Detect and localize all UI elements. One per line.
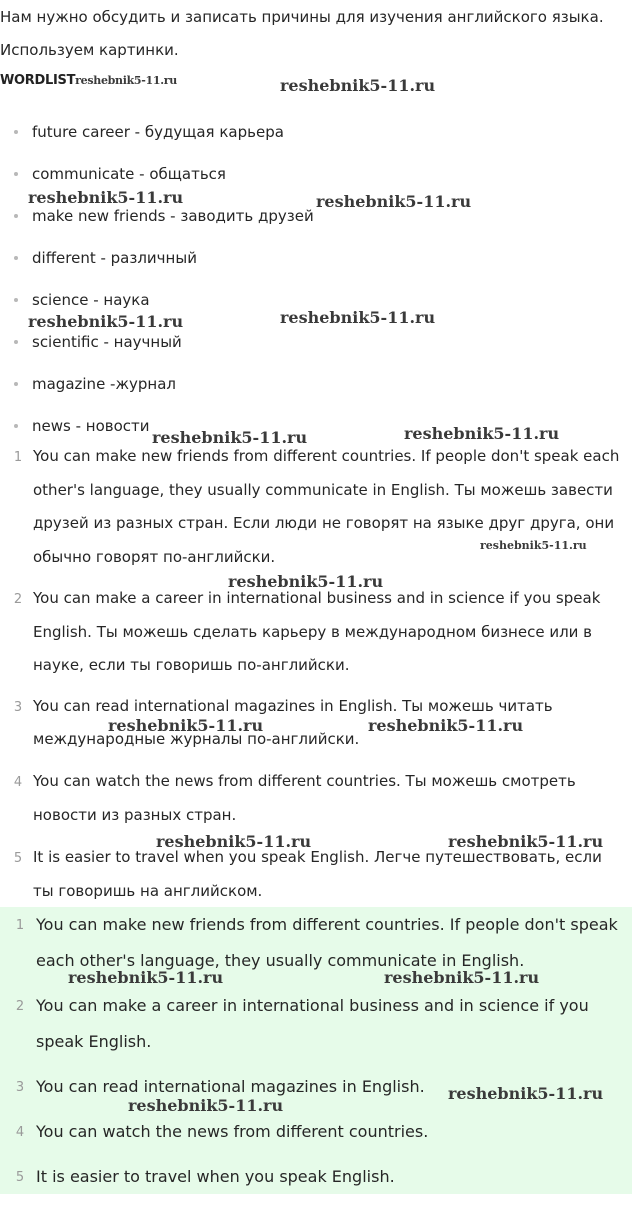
watermark-text: reshebnik5-11.ru [316,192,472,211]
bullet-icon [14,382,18,386]
wordlist-item-text: future career - будущая карьера [32,123,284,141]
item-number: 3 [13,700,23,715]
bullet-icon [14,256,18,260]
wordlist-item [14,122,284,142]
bullet-icon [14,424,18,428]
item-number: 4 [15,1125,25,1140]
wordlist-item [14,248,197,268]
watermark-text: reshebnik5-11.ru [156,832,312,851]
answer-paragraph: You can read international magazines in English. [36,1077,425,1096]
item-number: 3 [15,1080,25,1095]
wordlist-item [14,332,182,352]
watermark-text: reshebnik5-11.ru [152,428,308,447]
watermark-text: reshebnik5-11.ru [75,74,177,87]
bullet-icon [14,298,18,302]
item-number: 2 [15,999,25,1014]
wordlist-item [14,416,150,436]
watermark-text: reshebnik5-11.ru [228,572,384,591]
watermark-text: reshebnik5-11.ru [28,312,184,331]
bullet-icon [14,214,18,218]
bullet-icon [14,172,18,176]
watermark-text: reshebnik5-11.ru [280,308,436,327]
item-number: 5 [13,851,23,866]
translated-paragraph: You can make new friends from different countries. If people don't speak each other's language, they usually communicate in English. Ты можешь завести друзей из разных стран. Если люди не говорят на языке друг друга, они обычно говорят по-английски. [33,447,620,566]
bullet-icon [14,340,18,344]
wordlist-item-text: science - наука [32,291,150,309]
wordlist-item [14,374,176,394]
wordlist-heading [0,73,177,88]
watermark-text: reshebnik5-11.ru [368,716,524,735]
watermark-text: reshebnik5-11.ru [448,1084,604,1103]
answer-paragraph: You can make a career in international business and in science if you speak English. [36,996,589,1051]
wordlist-item-text: magazine -журнал [32,375,176,393]
item-number: 1 [15,918,25,933]
wordlist-item [14,290,150,310]
watermark-text: reshebnik5-11.ru [384,968,540,987]
watermark-text: reshebnik5-11.ru [280,76,436,95]
translated-paragraph: You can make a career in international business and in science if you speak English. Ты можешь сделать карьеру в международном бизнесе или в науке, если ты говоришь по-английски. [33,589,601,674]
wordlist-item-text: make new friends - заводить друзей [32,207,314,225]
wordlist-item-text: communicate - общаться [32,165,226,183]
wordlist-item [14,164,226,184]
wordlist-heading-text: WORDLIST [0,73,76,88]
item-number: 1 [13,450,23,465]
intro-line-1: Нам нужно обсудить и записать причины для изучения английского языка. [0,8,604,26]
wordlist-item [14,206,314,226]
wordlist-item-text: news - новости [32,417,150,435]
watermark-text: reshebnik5-11.ru [404,424,560,443]
bullet-icon [14,130,18,134]
watermark-text: reshebnik5-11.ru [68,968,224,987]
answer-paragraph: You can make new friends from different countries. If people don't speak each other's language, they usually communicate in English. [36,915,618,970]
answer-paragraph: You can watch the news from different countries. [36,1122,429,1141]
item-number: 5 [15,1170,25,1185]
translated-paragraph: You can read international magazines in English. Ты можешь читать международные журналы по-английски. [33,697,553,748]
translated-paragraph: It is easier to travel when you speak English. Легче путешествовать, если ты говоришь на английском. [33,848,602,900]
watermark-text: reshebnik5-11.ru [448,832,604,851]
wordlist-item-text: scientific - научный [32,333,182,351]
wordlist-item-text: different - различный [32,249,197,267]
intro-line-2: Используем картинки. [0,41,179,59]
item-number: 2 [13,592,23,607]
watermark-text: reshebnik5-11.ru [480,539,587,552]
translated-paragraph: You can watch the news from different countries. Ты можешь смотреть новости из разных стран. [33,772,576,824]
watermark-text: reshebnik5-11.ru [28,188,184,207]
item-number: 4 [13,775,23,790]
watermark-text: reshebnik5-11.ru [108,716,264,735]
watermark-text: reshebnik5-11.ru [128,1096,284,1115]
answer-paragraph: It is easier to travel when you speak English. [36,1167,395,1186]
